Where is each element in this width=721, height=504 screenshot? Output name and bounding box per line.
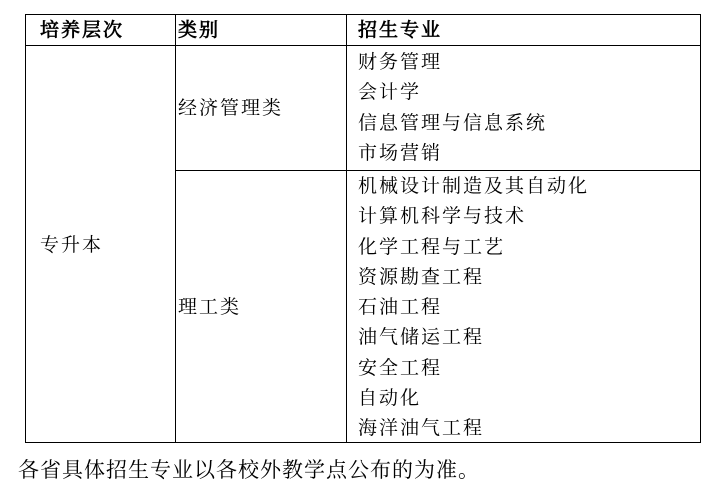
major-item: 资源勘查工程 xyxy=(358,265,485,288)
header-major: 招生专业 xyxy=(358,19,443,41)
header-divider xyxy=(26,45,700,46)
major-item: 会计学 xyxy=(358,81,422,104)
header-category: 类别 xyxy=(178,19,221,41)
major-item: 化学工程与工艺 xyxy=(358,235,506,258)
major-list-engineering xyxy=(358,171,589,444)
header-level: 培养层次 xyxy=(40,19,125,41)
enrollment-majors-table xyxy=(25,14,701,443)
major-item: 自动化 xyxy=(358,387,422,410)
major-item: 财务管理 xyxy=(358,51,443,73)
column-divider-2 xyxy=(346,15,347,442)
major-item: 计算机科学与技术 xyxy=(358,205,527,228)
major-item: 安全工程 xyxy=(358,356,443,379)
major-item: 海洋油气工程 xyxy=(358,417,485,440)
major-item: 油气储运工程 xyxy=(358,326,485,349)
footnote: 各省具体招生专业以各校外教学点公布的为准。 xyxy=(18,458,480,482)
major-item: 石油工程 xyxy=(358,296,443,319)
category-cell-engineering: 理工类 xyxy=(178,296,242,318)
column-divider-1 xyxy=(175,15,176,442)
major-item: 机械设计制造及其自动化 xyxy=(358,175,590,197)
major-item: 市场营销 xyxy=(358,141,443,164)
category-cell-economics: 经济管理类 xyxy=(178,97,284,119)
level-cell: 专升本 xyxy=(40,234,104,256)
major-item: 信息管理与信息系统 xyxy=(358,111,548,134)
major-list-economics xyxy=(358,47,547,168)
